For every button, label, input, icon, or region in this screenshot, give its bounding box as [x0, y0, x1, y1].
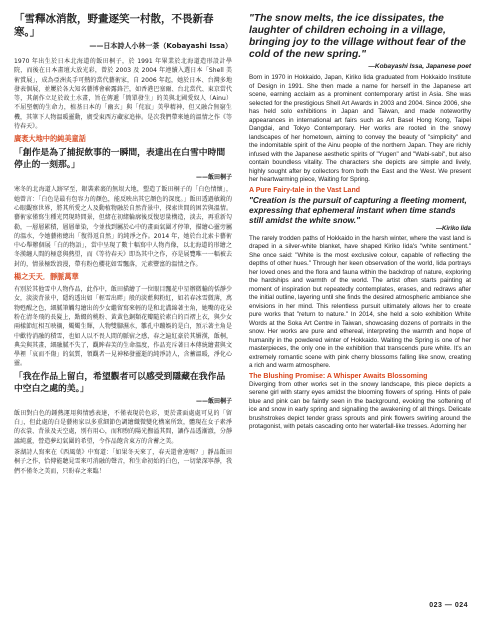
english-section-heading-2: The Blushing Promise: A Whisper Awaits Blossoming: [249, 372, 428, 380]
chinese-section-heading-1: 廣袤大地中的純美童話: [14, 134, 86, 144]
chinese-intro-paragraph: 1970 年出生於日本北海道的飯田桐子，於 1991 年畢業於北海道造形設計學院，而後在日本畫壇大放光彩，曾於 2003 及 2004 年連續入選日本「Shell 美術賞展」，成為亞洲炙手可熱的當代藝術家，自 2006 年起，她於日本、台灣多地發表個展，並屢於各大知名藝博會嶄露鋒芒，如香港巴塞爾、台北當代、東京當代等，其創作立足於故土水畫，旨在傳遞「簡單發生」的美與北國愛奴人（Ainu）不屈堅韌的生命力，植基日本的「幽玄」與「侘寂」美學精神，但又融合無窮生機，其筆下人物溫暖靈動，廣受東西方藏家追捧。是次我們帶來她的溫情之作《等待春天》。: [14, 58, 232, 131]
english-body-paragraph-1: The rarely trodden paths of Hokkaido in the harsh winter, where the vast land is draped in a silver-white blanket, have shaped Kiriko Iida's "white sentiment." She once said: "White is the most exclusive colour, capable of reflecting the depths of other hues." Through her keen observation of the world, Iida portrays her loved ones and the flora and fauna within the backdrop of nature, exploring the hardships and warmth of the world. The artist often starts painting at moment of inspiration but repeatedly contemplates, erases, and redraws after the initial outline, layering until she finds the desired atmospheric ambiance she envisions in her mind. This relentless pursuit ultimately allows her to create pure works that "return to nature." In 2014, she held a solo exhibition White Words at the Soka Art Centre in Taiwan, showcasing dozens of portraits in the snow. Her works are pure and ethereal, interpreting the warmth and hope of humanity in the powdered winter of Hokkaido. Waiting the Spring is one of her masterpieces, the only one in the exhibition that transcends pure white. It's an extremely romantic scene with pink cherry blossoms falling like snow, creating a rich and warm atmosphere.: [249, 234, 471, 369]
chinese-pull-quote-1: 「創作是為了捕捉飲事的一瞬間，表達出在白雪中時間停止的一刻那。」: [14, 148, 226, 171]
english-pull-quote-1-attribution: —Kiriko Iida: [435, 225, 471, 232]
page-number: 023 — 024: [429, 602, 468, 609]
english-intro-paragraph: Born in 1970 in Hokkaido, Japan, Kiriko Iida graduated from Hokkaido Institute of Design in 1991. She then made a name for herself in the Japanese art scene, earning acclaim as a prominent contemporary artist in Asia. She was selected for the prestigious Shell Art Awards in 2003 and 2004. Since 2006, she has held solo exhibitions in Japan and Taiwan, and made noteworthy appearances in international art fairs such as Art Basel Hong Kong, Taipei Dangdai, and Tokyo Contemporary. Her works are rooted in the snowy landscapes of her hometown, aiming to convey the beauty of "simplicity" and the indomitable spirit of the Ainu people of the northern Japan. They are richly infused with the Japanese aesthetic spirits of "Yugen" and "Wabi-sabi", but also contain boundless vitality. The characters she depicts are simple and lively, highly sought after by collectors from both the East and the West. We present her heartwarming piece, Waiting for Spring.: [249, 74, 471, 183]
english-opening-quote: "The snow melts, the ice dissipates, the laughter of children echoing in a village, bringing joy to the village without fear of the cold of the new spring.": [249, 13, 466, 60]
english-section-heading-1: A Pure Fairy-tale in the Vast Land: [249, 186, 360, 194]
english-body-paragraph-2: Diverging from other works set in the snowy landscape, this piece depicts a serene girl with starry eyes amidst the blooming flowers of spring. Hints of pale blue and pink can be faintly seen in the background, evoking the softening of ice and snow in early spring and signalling the awakening of all things. Delicate brushstrokes depict tender grass sprouts and pink flowers swirling around the protagonist, with petals cascading onto her waterfall-like tresses. Adorning her: [249, 380, 471, 430]
chinese-body-paragraph-2: 有別於其他雪中人物作品，此作中，飯田描繪了一位眼目飄花中星辦微輸的恬靜少女，淡淡背景中，隱約透出如「輕雪出畔」般的淡藍與粉紅，如若春冰雪微薄，萬物甦醒之色，細膩筆觸勾繪出的少女繼留寫來輕的是和北溝綿著主角，她嘴的花朵粉在清冬飛的長髮上，點綴的桃粉、黃黃色銅類花瓣隨於素白的百褶上衣，與少女兩樣節紅相互映襯，燭燭生輝，人物雙腳濕水，雛孔中蹦娛的是白，預示著主角是中歡待消融的積雪，也如人以不畏人間的脈宿之感，春之遍紅豪於其媚漢，飯桐，典尖與其畫，細融膩不失了，觀眸春芙的生命溫度，作品充斥著日本傳統繪畫與文學裡「哀而不傷」的氣質，領觀者一見神秘發靈逝的純淨詩人，含蓄溫暖，淨化心靈。: [14, 286, 232, 368]
chinese-body-paragraph-1: 寒冬的北海道人跡罕至，銀裝素裹的無垠大地，塑造了飯田桐子的「白色情懷」，她曾言：「白色是最有包容力的顏色，能反映出其它顏色的深度。」飯田透過敏銳的心眼觀察世界，將其所愛之人及動植物融於自然背景中，探索世間的困苦與溫情。藝術家僅寫生種光閃現時間景，但緒在初緒輪廓後反復思量構造，淡去，再重新勾勒，一層層累積，層層暈染，令並找到屬於心中的畫面氣圍才停筆，描繪心靈旁屬的溫水，令她藝術總出「復得返自然」的純淨之作。2014 年，她於台北索卡藝術中心舉辦個展「白的物語」，當中呈現了數十幅寫中人物肖像，以北海道的形繪之冬漢纏人間的極意與熱望，而《等待春天》即為其中之作，亦是展覽唯一一幅被去封的，情景極致浪漫，帶有粉色櫻花如雪飄落，元素豐富的溫情之作。: [14, 186, 232, 268]
chinese-body-paragraph-3: 飯田對白色的鍾熱運用與情感表達，不僅表現於色彩，更於畫面處處可見的「留白」，但此處的白是藝術家以多重細節色調繪織微變化構案所致，體現在女子素淨的衣裳、背景及天空處，別有用心，而和煦的陽光撫溢其間，讓作品透漸澈，分靜謐純蘆，營造夢幻氣圍的希望，令作品飽含東方的含蓄之美。: [14, 409, 232, 445]
chinese-pull-quote-1-attribution: ——飯田桐子: [195, 174, 232, 182]
chinese-section-heading-2: 楊之天天．靜脈萬華: [14, 272, 79, 282]
chinese-body-paragraph-4: 茶湖詩人寫來在《西風葉》中寫道：「如果冬天來了，春天還會遠嗎？」靜品飯田桐子之作，恰傳能聽見雪來可消融的聲音，和生命初始的白色，一切蒙深寧靜，我們不僅冬之美而，只盼春之來臨！: [14, 448, 232, 475]
chinese-column: [14, 13, 232, 478]
chinese-pull-quote-2-attribution: ——飯田桐子: [195, 397, 232, 405]
english-quote-attribution: —Kobayashi Issa, Japanese poet: [368, 63, 471, 70]
chinese-pull-quote-2: 「我在作品上留白，希望觀者可以感受到隱藏在我作品中空白之處的美。」: [14, 371, 226, 394]
english-pull-quote-1: "Creation is the pursuit of capturing a fleeting moment, expressing that ephemeral instant when time stands still amidst the white snow.": [249, 194, 467, 225]
chinese-opening-quote: 「雪釋冰消散，野畫逐笑一村散，不畏新春寒。」: [14, 13, 214, 38]
english-column: [249, 13, 471, 434]
chinese-quote-attribution: ——日本詩人小林一茶（Kobayashi Issa）: [89, 42, 232, 50]
